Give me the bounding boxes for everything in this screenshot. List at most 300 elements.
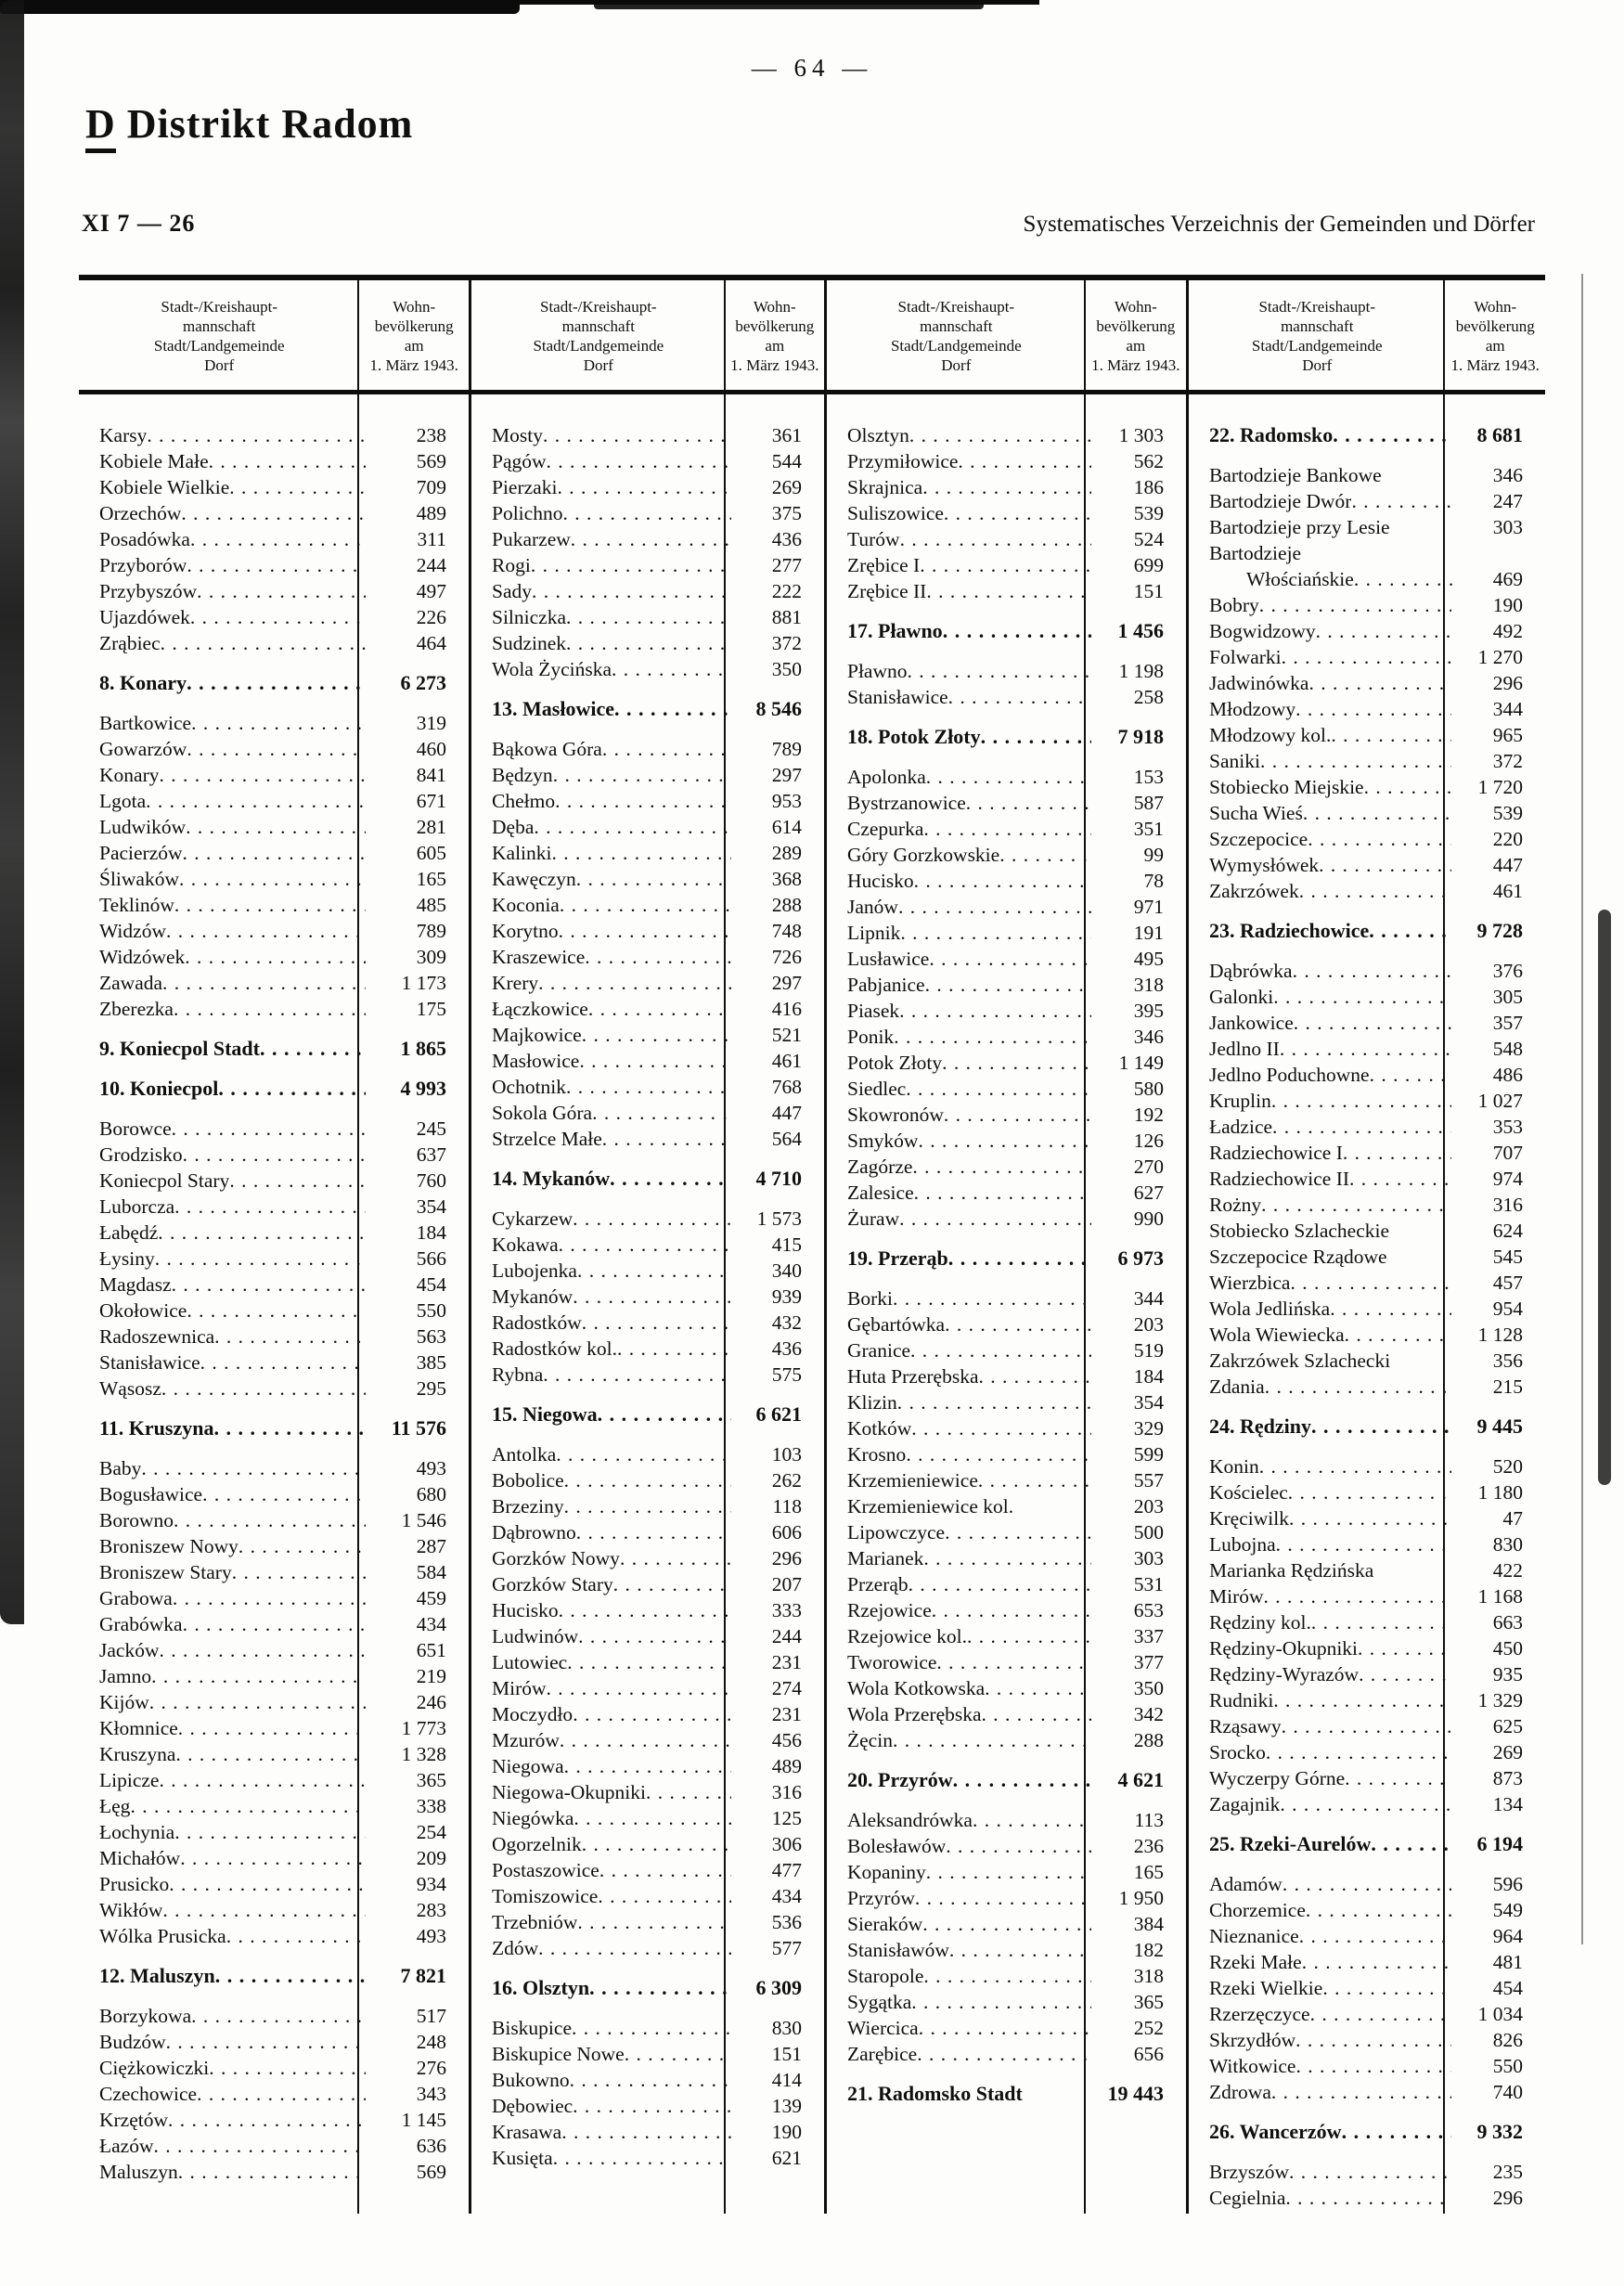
commune-row	[471, 1401, 824, 1427]
header-line: mannschaft	[561, 317, 635, 335]
village-row	[79, 762, 469, 788]
commune-name: 17. Pławno	[847, 619, 943, 642]
population-value: 873	[1492, 1767, 1523, 1789]
dot-leader	[953, 1767, 1091, 1793]
dot-leader	[914, 868, 1091, 894]
village-name: Łysiny	[99, 1247, 155, 1270]
village-row	[827, 1415, 1186, 1441]
village-name: Sygątka	[847, 1991, 912, 2013]
population-value: 289	[771, 842, 802, 864]
population-value: 680	[416, 1483, 446, 1505]
dot-leader	[573, 1284, 731, 1310]
population-value: 303	[1492, 516, 1523, 538]
dot-leader	[949, 1937, 1091, 1963]
section-code: XI 7 — 26	[82, 210, 196, 237]
village-name: Mzurów	[492, 1729, 560, 1751]
village-name: Gorzków Nowy	[492, 1547, 620, 1569]
population-value: 447	[1492, 854, 1523, 876]
dot-leader	[1271, 1088, 1451, 1114]
population-value: 297	[771, 972, 802, 994]
dot-leader	[893, 1727, 1091, 1753]
village-name: Bąkowa Góra	[492, 738, 602, 760]
village-row	[471, 892, 824, 918]
population-value: 125	[771, 1807, 802, 1829]
village-name: Moczydło	[492, 1703, 574, 1725]
village-row	[79, 996, 469, 1022]
population-value: 539	[1133, 502, 1164, 524]
village-name: Wikłów	[99, 1899, 163, 1921]
dot-leader	[166, 2029, 366, 2055]
village-name: Lubojna	[1209, 1533, 1276, 1556]
population-value: 596	[1492, 1873, 1523, 1895]
dot-leader	[547, 448, 731, 474]
dot-leader	[978, 1363, 1090, 1389]
population-value: 395	[1133, 1000, 1164, 1022]
village-name: Zarębice	[847, 2043, 918, 2065]
village-row	[1189, 722, 1545, 748]
population-value: 486	[1492, 1064, 1523, 1086]
village-name: Piasek	[847, 1000, 900, 1022]
population-value: 1 027	[1477, 1090, 1523, 1112]
population-value: 353	[1492, 1116, 1523, 1138]
village-name: Bobolice	[492, 1469, 564, 1492]
village-row	[1189, 644, 1545, 670]
village-name: Luborcza	[99, 1195, 175, 1218]
population-value: 6 273	[400, 671, 446, 694]
population-value: 550	[1492, 2055, 1523, 2077]
village-name: Góry Gorzkowskie	[847, 844, 1000, 866]
village-row	[79, 1533, 469, 1559]
dot-leader	[1295, 2027, 1450, 2053]
village-row	[827, 1597, 1186, 1623]
population-value: 246	[416, 1691, 446, 1713]
village-row	[471, 1258, 824, 1284]
village-row	[471, 866, 824, 892]
population-value: 939	[771, 1285, 802, 1308]
village-name: Jedlno II	[1209, 1038, 1280, 1060]
dot-leader	[187, 1298, 365, 1324]
village-row	[79, 1559, 469, 1585]
village-row	[471, 1649, 824, 1675]
village-row	[79, 1611, 469, 1637]
village-name: Ochotnik	[492, 1076, 567, 1098]
dot-leader	[1306, 1897, 1451, 1923]
village-name: Marianek	[847, 1547, 924, 1569]
village-row	[471, 2067, 824, 2093]
population-value: 1 329	[1477, 1689, 1523, 1711]
population-value: 1 034	[1477, 2003, 1523, 2025]
population-value: 625	[1492, 1715, 1523, 1737]
population-value: 436	[771, 528, 802, 550]
dot-leader	[561, 2119, 731, 2145]
dot-leader	[898, 894, 1091, 920]
village-name: Borowno	[99, 1509, 174, 1531]
header-name-column-label	[1189, 293, 1445, 375]
population-value: 935	[1492, 1663, 1523, 1685]
dot-leader	[926, 1859, 1091, 1885]
village-name: Kraszewice	[492, 946, 586, 968]
population-value: 637	[416, 1143, 446, 1166]
dot-leader	[187, 552, 365, 578]
village-name: Lipowczyce	[847, 1521, 946, 1543]
village-name: Pukarzew	[492, 528, 571, 550]
population-value: 19 443	[1107, 2082, 1164, 2105]
population-value: 699	[1133, 554, 1164, 576]
dot-leader	[573, 2093, 731, 2119]
village-name: Grabowa	[99, 1587, 173, 1609]
village-name: Zawada	[99, 972, 163, 994]
table-header-row	[79, 275, 1545, 394]
village-name: Rząsawy	[1209, 1715, 1282, 1737]
dot-leader	[610, 1166, 731, 1192]
village-name: Rudniki	[1209, 1689, 1274, 1711]
commune-name: 9. Koniecpol Stadt	[99, 1037, 260, 1060]
dot-leader	[197, 578, 365, 604]
population-value: 365	[416, 1769, 446, 1791]
dot-leader	[1295, 2053, 1450, 2079]
village-row	[827, 1128, 1186, 1154]
village-name: Przyborów	[99, 554, 187, 576]
village-name: Zakrzówek	[1209, 880, 1299, 902]
dot-leader	[579, 1048, 730, 1074]
village-name: Sokola Góra	[492, 1102, 593, 1124]
dot-leader	[168, 2107, 366, 2133]
village-name: Polichno	[492, 502, 563, 524]
population-value: 826	[1492, 2029, 1523, 2051]
village-row	[827, 868, 1186, 894]
population-value: 209	[416, 1847, 446, 1869]
population-value: 1 180	[1477, 1481, 1523, 1504]
population-value: 748	[771, 920, 802, 942]
header-line: Dorf	[941, 356, 972, 374]
dot-leader	[936, 1649, 1090, 1675]
village-row	[471, 1571, 824, 1597]
dot-leader	[1293, 958, 1451, 984]
village-row	[827, 1937, 1186, 1963]
village-name: Rzerzęczyce	[1209, 2003, 1310, 2025]
population-value: 222	[771, 580, 802, 602]
population-value: 220	[1492, 828, 1523, 850]
dot-leader	[1331, 722, 1450, 748]
population-value: 569	[416, 2161, 446, 2183]
population-value: 338	[416, 1795, 446, 1817]
population-value: 11 576	[391, 1416, 446, 1440]
commune-row	[79, 1076, 469, 1102]
dot-leader	[598, 1401, 731, 1427]
dot-leader	[178, 2159, 366, 2185]
page-number: — 64 —	[751, 54, 873, 82]
village-row	[1189, 1739, 1545, 1765]
commune-name: 12. Maluszyn	[99, 1964, 215, 1987]
village-row	[471, 1701, 824, 1727]
dot-leader	[179, 866, 366, 892]
dot-leader	[1351, 488, 1450, 514]
dot-leader	[547, 1675, 731, 1701]
population-value: 165	[1133, 1861, 1164, 1883]
population-value: 356	[1492, 1350, 1523, 1372]
village-name: Koconia	[492, 894, 560, 916]
population-value: 549	[1492, 1899, 1523, 1921]
commune-name: 11. Kruszyna	[99, 1416, 214, 1440]
dot-leader	[209, 448, 366, 474]
population-value: 4 993	[400, 1077, 446, 1100]
village-row	[79, 1455, 469, 1481]
village-row	[827, 842, 1186, 868]
village-row	[79, 2107, 469, 2133]
village-row	[1189, 1270, 1545, 1296]
header-line: mannschaft	[1281, 317, 1354, 335]
population-value: 151	[1133, 580, 1164, 602]
village-name: Żęcin	[847, 1729, 893, 1751]
village-row	[1189, 1322, 1545, 1348]
village-row	[79, 1194, 469, 1220]
dot-leader	[973, 1807, 1091, 1833]
village-name: Krzemieniewice	[847, 1469, 978, 1492]
dot-leader	[553, 2145, 731, 2171]
population-value: 384	[1133, 1913, 1164, 1935]
village-row	[471, 1805, 824, 1831]
population-value: 203	[1133, 1313, 1164, 1336]
population-value: 436	[771, 1337, 802, 1360]
village-name: Suliszowice	[847, 502, 944, 524]
village-row	[1189, 1871, 1545, 1897]
population-value: 346	[1492, 464, 1523, 486]
header-line: mannschaft	[183, 317, 256, 335]
header-line: Wohn-	[1474, 298, 1517, 316]
header-line: bevölkerung	[735, 317, 815, 335]
population-value: 385	[416, 1351, 446, 1374]
village-name: Brzyszów	[1209, 2161, 1289, 2183]
population-value: 881	[771, 606, 802, 628]
population-value: 971	[1133, 896, 1164, 918]
village-name: Stanisławice	[847, 686, 948, 708]
village-row	[1189, 2053, 1545, 2079]
village-row	[827, 1493, 1186, 1519]
village-name: Michałów	[99, 1847, 181, 1869]
population-value: 500	[1133, 1521, 1164, 1543]
village-name: Ludwików	[99, 816, 187, 838]
village-name: Przymiłowice	[847, 450, 959, 472]
village-row	[471, 1022, 824, 1048]
population-value: 7 821	[400, 1964, 446, 1987]
village-name: Łęg	[99, 1795, 131, 1817]
village-row	[1189, 826, 1545, 852]
dot-leader	[534, 814, 730, 840]
population-value: 485	[416, 894, 446, 916]
population-value: 262	[771, 1469, 802, 1492]
commune-row	[827, 618, 1186, 644]
village-name: Borowce	[99, 1117, 172, 1140]
village-name: Teklinów	[99, 894, 174, 916]
population-value: 1 303	[1118, 424, 1164, 446]
village-row	[1189, 488, 1545, 514]
population-value: 577	[771, 1937, 802, 1959]
population-value: 651	[416, 1639, 446, 1661]
population-value: 489	[416, 502, 446, 524]
village-row	[827, 1963, 1186, 1989]
population-value: 492	[1492, 620, 1523, 642]
village-row	[1189, 1244, 1545, 1270]
village-row	[471, 1727, 824, 1753]
population-value: 361	[771, 424, 802, 446]
village-name: Strzelce Małe	[492, 1128, 602, 1150]
dot-leader	[174, 892, 366, 918]
village-row	[1189, 2159, 1545, 2185]
population-value: 562	[1133, 450, 1164, 472]
commune-name: 15. Niegowa	[492, 1402, 598, 1426]
village-name: Hucisko	[492, 1599, 559, 1621]
subheader-row	[82, 210, 1535, 238]
population-value: 7 918	[1117, 725, 1164, 748]
population-value: 372	[1492, 750, 1523, 772]
dot-leader	[646, 1779, 731, 1805]
commune-row	[827, 1767, 1186, 1793]
village-row	[1189, 878, 1545, 904]
village-name: Bystrzanowice	[847, 792, 966, 814]
dot-leader	[1343, 1140, 1451, 1166]
population-value: 621	[771, 2147, 802, 2169]
dot-leader	[922, 1911, 1091, 1937]
village-name: Szczepocice Rządowe	[1209, 1246, 1387, 1268]
population-value: 297	[771, 764, 802, 786]
village-row	[1189, 1635, 1545, 1661]
village-name: Ludwinów	[492, 1625, 579, 1647]
header-line: Dorf	[583, 356, 613, 374]
village-row	[827, 1180, 1186, 1206]
dot-leader	[178, 1715, 366, 1741]
village-row	[79, 1923, 469, 1949]
population-value: 789	[416, 920, 446, 942]
population-value: 953	[771, 790, 802, 812]
population-value: 726	[771, 946, 802, 968]
population-value: 934	[416, 1873, 446, 1895]
village-row	[79, 1897, 469, 1923]
village-row	[471, 1336, 824, 1362]
dot-leader	[185, 944, 365, 970]
village-row	[1189, 1791, 1545, 1817]
village-row	[827, 526, 1186, 552]
dot-leader	[911, 1415, 1091, 1441]
population-value: 99	[1143, 844, 1164, 866]
village-name: Radziechowice I	[1209, 1142, 1343, 1164]
population-value: 481	[1492, 1951, 1523, 1973]
village-name: Nieznanice	[1209, 1925, 1299, 1947]
commune-name: 16. Olsztyn	[492, 1976, 590, 1999]
commune-row	[471, 1975, 824, 2001]
village-name: Kalinki	[492, 842, 552, 864]
village-row	[1189, 1505, 1545, 1531]
dot-leader	[1294, 1010, 1451, 1036]
village-row	[471, 552, 824, 578]
population-value: 456	[771, 1729, 802, 1751]
village-name: Lubojenka	[492, 1259, 577, 1282]
village-row	[827, 448, 1186, 474]
dot-leader	[929, 946, 1090, 972]
dot-leader	[181, 500, 365, 526]
village-row	[827, 474, 1186, 500]
village-row	[1189, 566, 1545, 592]
dot-leader	[1311, 1609, 1451, 1635]
village-row	[827, 1467, 1186, 1493]
header-line: Dorf	[1302, 356, 1333, 374]
village-row	[827, 658, 1186, 684]
village-name: Folwarki	[1209, 646, 1282, 668]
village-name: Zrębice II	[847, 580, 927, 602]
dot-leader	[914, 1180, 1091, 1206]
population-value: 653	[1133, 1599, 1164, 1621]
village-row	[471, 656, 824, 682]
village-name: Tomiszowice	[492, 1885, 599, 1907]
village-name: Zdów	[492, 1937, 539, 1959]
village-row	[1189, 1088, 1545, 1114]
village-row	[471, 1362, 824, 1388]
village-row	[471, 630, 824, 656]
dot-leader	[945, 1311, 1091, 1337]
village-row	[471, 1441, 824, 1467]
dot-leader	[149, 1689, 366, 1715]
population-value: 78	[1143, 870, 1164, 892]
population-value: 550	[416, 1299, 446, 1322]
village-row	[827, 1285, 1186, 1311]
village-name: Pławno	[847, 660, 908, 682]
village-name: Majkowice	[492, 1024, 582, 1046]
village-name: Ponik	[847, 1026, 895, 1048]
population-value: 1 149	[1118, 1052, 1164, 1074]
village-row	[827, 1727, 1186, 1753]
dot-leader	[1264, 1583, 1451, 1609]
population-value: 760	[416, 1169, 446, 1192]
village-name: Włościańskie	[1246, 568, 1354, 590]
population-value: 8 681	[1476, 423, 1523, 446]
population-value: 231	[771, 1651, 802, 1673]
population-value: 1 865	[400, 1037, 446, 1060]
village-row	[471, 1232, 824, 1258]
dot-leader	[1260, 748, 1451, 774]
header-line: am	[765, 337, 785, 355]
population-value: 344	[1133, 1287, 1164, 1310]
village-name: Sady	[492, 580, 532, 602]
village-name: Witkowice	[1209, 2055, 1296, 2077]
village-name: Młodzowy	[1209, 698, 1296, 720]
population-value: 153	[1133, 766, 1164, 788]
village-row	[1189, 2027, 1545, 2053]
village-row	[1189, 1975, 1545, 2001]
village-row	[827, 578, 1186, 604]
dot-leader	[1272, 1114, 1451, 1140]
village-name: Biskupice	[492, 2017, 572, 2039]
village-row	[471, 578, 824, 604]
village-name: Niegowa-Okupniki	[492, 1781, 646, 1803]
village-row	[471, 2093, 824, 2119]
village-name: Jadwinówka	[1209, 672, 1309, 694]
village-name: Broniszew Nowy	[99, 1535, 238, 1557]
population-value: 1 270	[1477, 646, 1523, 668]
population-value: 6 621	[755, 1402, 802, 1426]
dot-leader	[923, 1963, 1090, 1989]
village-name: Krery	[492, 972, 539, 994]
village-row	[1189, 1687, 1545, 1713]
village-name: Rzeki Wielkie	[1209, 1977, 1323, 1999]
dot-leader	[1271, 2079, 1451, 2105]
village-row	[471, 996, 824, 1022]
population-value: 311	[417, 528, 446, 550]
population-value: 990	[1133, 1208, 1164, 1230]
village-name: Jacków	[99, 1639, 160, 1661]
population-value: 6 309	[755, 1976, 802, 1999]
scan-artifact-right-smudge-2	[1598, 910, 1611, 1485]
commune-row	[471, 1166, 824, 1192]
population-value: 165	[416, 868, 446, 890]
